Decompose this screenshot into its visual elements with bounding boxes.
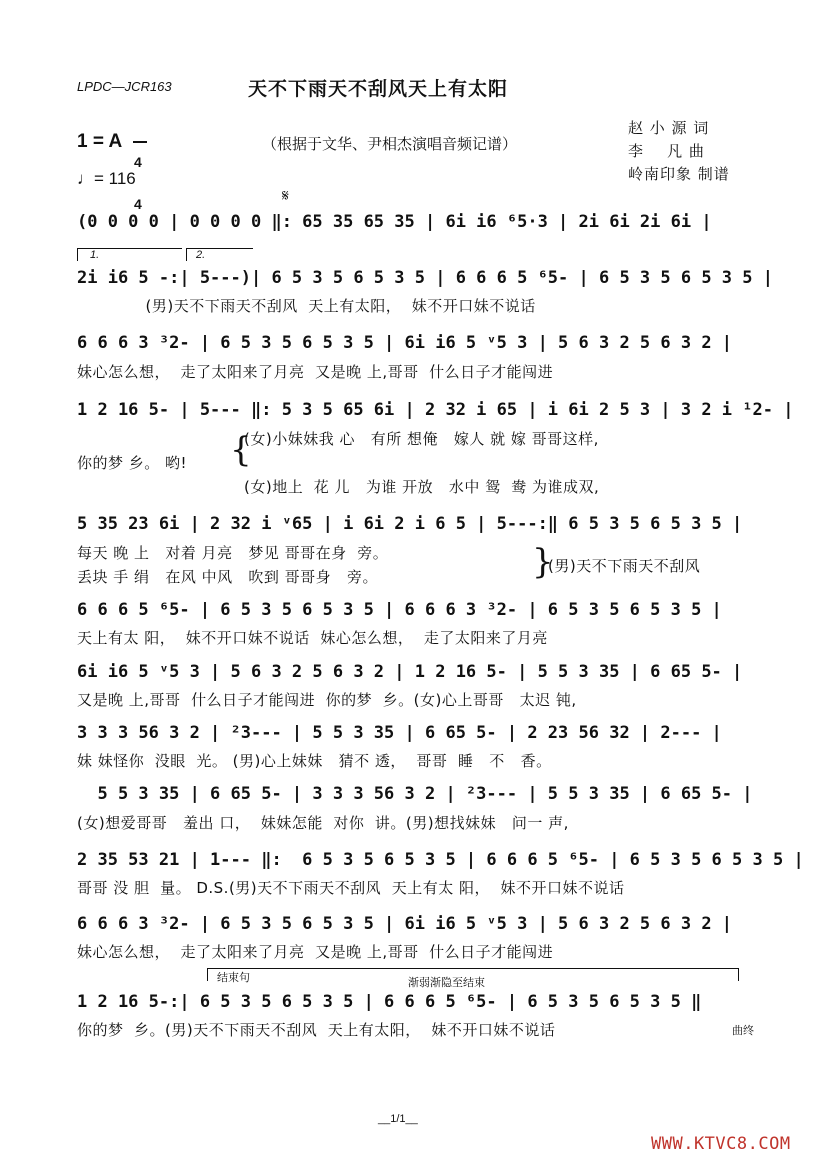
lyric-line-5-a: 每天 晚 上 对着 月亮 梦见 哥哥在身 旁。 xyxy=(77,544,389,562)
key-signature: 1 = A xyxy=(77,131,123,152)
time-sig-top: 4 xyxy=(134,154,142,170)
tempo-mark: ♩= 116 xyxy=(77,169,136,188)
lyric-line-3: 妹心怎么想， 走了太阳来了月亮 又是晚 上,哥哥 什么日子才能闯进 xyxy=(77,363,554,381)
notation-line-9: 5 5 3 35 | 6 65 5- | 3 3 3 56 3 2 | ²3--- | 5 5 3 35 | 6 65 5- | xyxy=(77,784,753,804)
notation-line-11: 6 6 6 3 ³2- | 6 5 3 5 6 5 3 5 | 6i i6 5 ᵛ5 3 | 5 6 3 2 5 6 3 2 | xyxy=(77,914,733,934)
verse-brace-1: { xyxy=(230,430,252,470)
composer-credit: 李 凡 曲 xyxy=(628,142,705,160)
notation-line-8: 3 3 3 56 3 2 | ²3--- | 5 5 3 35 | 6 65 5- | 2 23 56 32 | 2--- | xyxy=(77,723,722,743)
song-title: 天不下雨天不刮风天上有太阳 xyxy=(248,78,509,100)
fade-instruction: 渐弱渐隐至结束 xyxy=(408,976,485,989)
lyric-line-4-verse2: (女)地上 花 儿 为谁 开放 水中 鸳 鸯 为谁成双, xyxy=(244,478,600,496)
notation-line-10: 2 35 53 21 | 1--- ‖: 6 5 3 5 6 5 3 5 | 6 6 6 5 ⁶5- | 6 5 3 5 6 5 3 5 | xyxy=(77,850,804,870)
notation-line-6: 6 6 6 5 ⁶5- | 6 5 3 5 6 5 3 5 | 6 6 6 3 ³2- | 6 5 3 5 6 5 3 5 | xyxy=(77,600,722,620)
lyricist-credit: 赵 小 源 词 xyxy=(628,119,710,137)
lyric-line-4-verse1: (女)小妹妹我 心 有所 想俺 嫁人 就 嫁 哥哥这样, xyxy=(244,430,599,448)
notation-line-5: 5 35 23 6i | 2 32 i ᵛ65 | i 6i 2 i 6 5 | 5---:‖ 6 5 3 5 6 5 3 5 | xyxy=(77,514,743,534)
notation-line-1: (0 0 0 0 | 0 0 0 0 ‖: 65 35 65 35 | 6i i6 ⁶5·3 | 2i 6i 2i 6i | xyxy=(77,212,712,232)
time-sig-bottom: 4 xyxy=(134,196,142,212)
notation-line-3: 6 6 6 3 ³2- | 6 5 3 5 6 5 3 5 | 6i i6 5 ᵛ5 3 | 5 6 3 2 5 6 3 2 | xyxy=(77,333,733,353)
watermark-link[interactable]: WWW.KTVC8.COM xyxy=(651,1134,791,1154)
notation-line-12: 1 2 16 5-:| 6 5 3 5 6 5 3 5 | 6 6 6 5 ⁶5- | 6 5 3 5 6 5 3 5 ‖ xyxy=(77,992,702,1012)
coda-label: 结束句 xyxy=(217,971,250,984)
notation-line-4: 1 2 16 5- | 5--- ‖: 5 3 5 65 6i | 2 32 i 65 | i 6i 2 5 3 | 3 2 i ¹2- | xyxy=(77,400,794,420)
lyric-line-6: 天上有太 阳， 妹不开口妹不说话 妹心怎么想， 走了太阳来了月亮 xyxy=(77,629,548,647)
volta-label-1: 1. xyxy=(90,249,100,261)
verse-brace-2: } xyxy=(532,542,554,582)
lyric-line-2: (男)天不下雨天不刮风 天上有太阳， 妹不开口妹不说话 xyxy=(77,297,536,315)
time-sig-line xyxy=(133,141,147,143)
page-number: __1/1__ xyxy=(378,1113,418,1125)
lyric-line-12: 你的梦 乡。(男)天不下雨天不刮风 天上有太阳， 妹不开口妹不说话 xyxy=(77,1021,556,1039)
lyric-line-7: 又是晚 上,哥哥 什么日子才能闯进 你的梦 乡。(女)心上哥哥 太迟 钝, xyxy=(77,691,577,709)
lyric-line-11: 妹心怎么想， 走了太阳来了月亮 又是晚 上,哥哥 什么日子才能闯进 xyxy=(77,943,554,961)
ending-mark: 曲终 xyxy=(732,1024,754,1037)
notation-line-2: 2i i6 5 -:| 5---)| 6 5 3 5 6 5 3 5 | 6 6 6 5 ⁶5- | 6 5 3 5 6 5 3 5 | xyxy=(77,268,773,288)
subtitle: （根据于文华、尹相杰演唱音频记谱） xyxy=(262,135,518,153)
volta-label-2: 2. xyxy=(196,249,206,261)
lyric-line-4-a: 你的梦 乡。 哟! xyxy=(77,454,188,472)
segno-sign: 𝄋 xyxy=(282,186,289,205)
score-code: LPDC—JCR163 xyxy=(77,79,172,94)
notation-line-7: 6i i6 5 ᵛ5 3 | 5 6 3 2 5 6 3 2 | 1 2 16 5- | 5 5 3 35 | 6 65 5- | xyxy=(77,662,743,682)
lyric-line-10: 哥哥 没 胆 量。 D.S.(男)天不下雨天不刮风 天上有太 阳， 妹不开口妹不说话 xyxy=(77,879,625,897)
lyric-line-9: (女)想爱哥哥 羞出 口， 妹妹怎能 对你 讲。(男)想找妹妹 问一 声, xyxy=(77,814,569,832)
lyric-line-5-side: (男)天不下雨天不刮风 xyxy=(548,557,701,575)
lyric-line-5-b: 丢块 手 绢 在风 中风 吹到 哥哥身 旁。 xyxy=(77,568,378,586)
lyric-line-8: 妹 妹怪你 没眼 光。 (男)心上妹妹 猜不 透， 哥哥 睡 不 香。 xyxy=(77,752,552,770)
arranger-credit: 岭南印象 制谱 xyxy=(628,165,730,183)
